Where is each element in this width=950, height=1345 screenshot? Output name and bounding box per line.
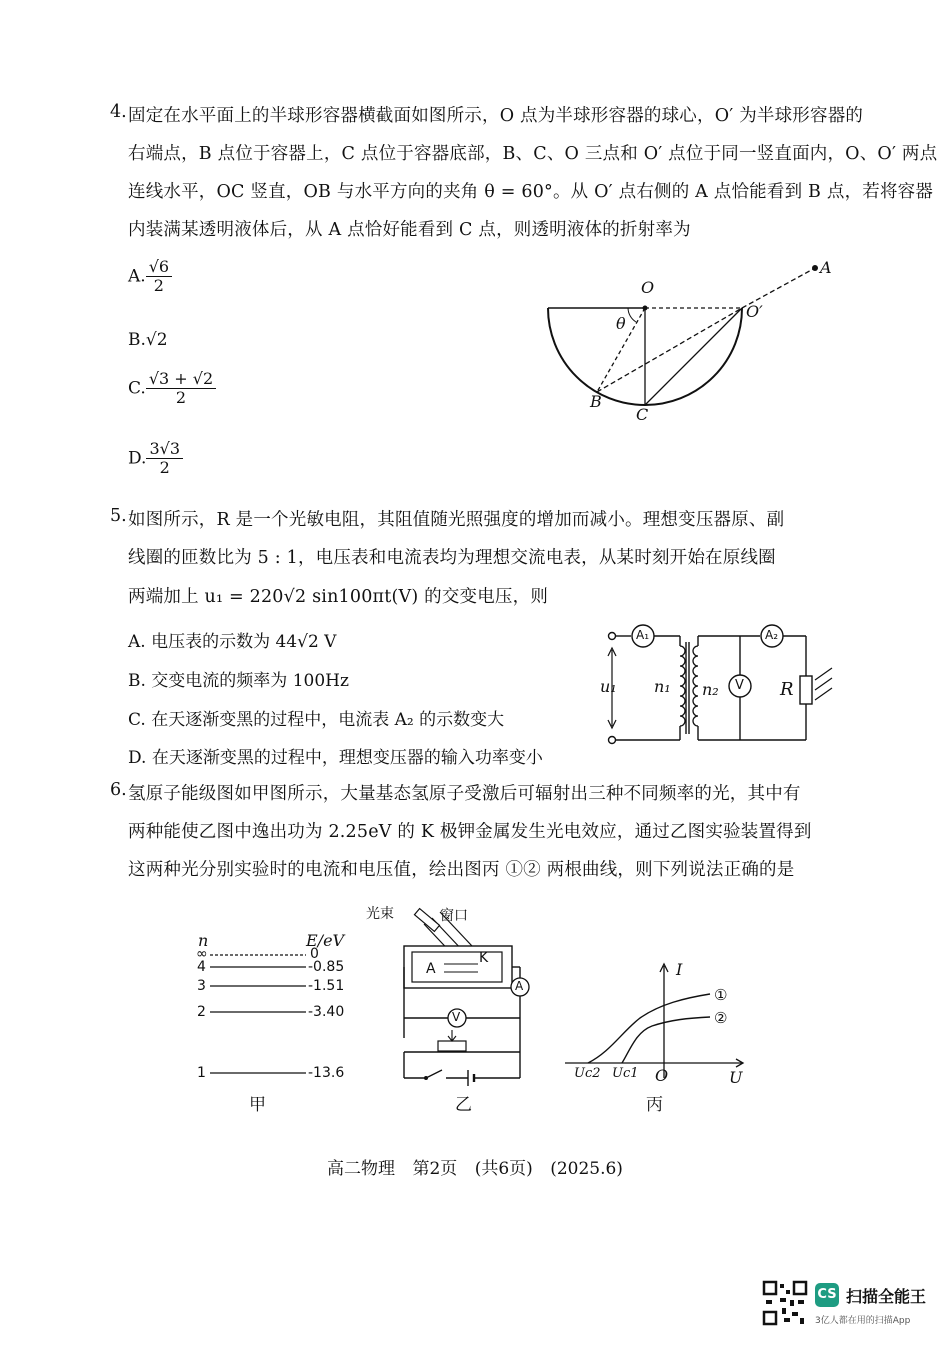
q5-line-1: 如图所示，R 是一个光敏电阻，其阻值随光照强度的增加而减小。理想变压器原、副 [128,510,785,530]
yi-anode-label: A [426,961,436,977]
bing-curve1-label: ① [714,986,728,1004]
jia-e-label: E/eV [306,931,345,950]
bing-curve2-label: ② [714,1009,728,1027]
bing-origin-label: O [655,1066,669,1085]
footer-total: (共6页) [474,1159,533,1179]
q5-label-r: R [780,679,794,700]
q4-option-c: C. $\frac{√3 + √2}{2}$ [128,370,216,408]
curve-1 [588,994,710,1063]
jia-e-inf: 0 [310,946,319,962]
q6-line-3: 这两种光分别实验时的电流和电压值，绘出图丙 ①② 两根曲线，则下列说法正确的是 [128,860,795,880]
q5-option-d: D. 在天逐渐变黑的过程中，理想变压器的输入功率变小 [128,748,543,768]
camscanner-name: 扫描全能王 [846,1287,927,1306]
page-footer [0,1154,950,1179]
jia-n-2: 2 [197,1004,206,1020]
q4-line-2: 右端点，B 点位于容器上，C 点位于容器底部，B、C、O 三点和 O′ 点位于同一竖直面内，O、O′ 两点 [128,144,938,164]
footer-subject: 高二物理 [327,1159,396,1179]
q4-option-d: D. $\frac{3√3}{2}$ [128,440,183,478]
footer-page: 第2页 [412,1159,458,1179]
q4-line-4: 内装满某透明液体后，从 A 点恰好能看到 C 点，则透明液体的折射率为 [128,220,691,240]
q5-label-n2: n₂ [702,680,719,699]
q5-option-a: A. 电压表的示数为 44√2 V [128,632,337,652]
q4-hemisphere-figure [540,255,840,435]
q4-label-o: O [641,278,655,297]
q6-number: 6. [110,780,127,800]
bing-i-label: I [676,960,683,979]
yi-beam-label: 光束 [366,906,394,922]
q5-ammeter-a2: A₂ [765,628,779,642]
q4-number: 4. [110,102,127,122]
q5-voltmeter: V [735,678,744,693]
yi-cathode-label: K [479,950,489,966]
jia-e-2: -3.40 [308,1004,345,1020]
q5-label-n1: n₁ [654,677,671,696]
yi-caption: 乙 [455,1095,472,1115]
jia-e-4: -0.85 [308,959,345,975]
camscanner-tagline: 3亿人都在用的扫描App [815,1316,911,1326]
q5-option-b: B. 交变电流的频率为 100Hz [128,671,349,691]
q5-line-2: 线圈的匝数比为 5 : 1，电压表和电流表均为理想交流电表，从某时刻开始在原线圈 [128,548,776,568]
yi-ammeter: A [515,979,524,993]
bing-uc1-label: Uc1 [612,1066,639,1081]
jia-level-lines [208,945,308,1085]
yi-window-label: 窗口 [440,908,468,924]
jia-n-3: 3 [197,978,206,994]
curve-2 [622,1017,710,1063]
jia-caption: 甲 [249,1095,266,1115]
yi-apparatus [396,900,536,1090]
qr-code-icon [762,1280,808,1326]
q5-label-u1: u₁ [600,677,617,696]
q4-option-a: A. $\frac{√6}{2}$ [128,258,172,296]
q4-option-b: B.√2 [128,330,168,350]
bing-caption: 丙 [646,1095,663,1115]
q6-line-1: 氢原子能级图如甲图所示，大量基态氢原子受激后可辐射出三种不同频率的光，其中有 [128,784,801,804]
bing-uc2-label: Uc2 [574,1066,601,1081]
jia-e-3: -1.51 [308,978,345,994]
q5-number: 5. [110,506,127,526]
q4-line-1: 固定在水平面上的半球形容器横截面如图所示，O 点为半球形容器的球心，O′ 为半球形容器的 [128,106,864,126]
jia-n-inf: ∞ [196,946,208,962]
q5-option-c: C. 在天逐渐变黑的过程中，电流表 A₂ 的示数变大 [128,710,505,730]
q6-line-2: 两种能使乙图中逸出功为 2.25eV 的 K 极钾金属发生光电效应，通过乙图实验装置得到 [128,822,812,842]
jia-e-1: -13.6 [308,1065,345,1081]
bing-u-label: U [729,1068,743,1087]
jia-n-4: 4 [197,959,206,975]
footer-date: (2025.6) [550,1159,623,1179]
jia-n-label: n [198,931,209,950]
q4-label-a: A [820,258,832,277]
q4-line-3: 连线水平，OC 竖直，OB 与水平方向的夹角 θ = 60°。从 O′ 点右侧的 A 点恰能看到 B 点，若将容器 [128,182,934,202]
camscanner-logo: CS [815,1283,839,1307]
q4-label-o-prime: O′ [746,302,763,321]
q4-label-b: B [590,392,602,411]
q4-label-theta: θ [616,314,626,333]
q5-line-3: 两端加上 u₁ = 220√2 sin100πt(V) 的交变电压，则 [128,587,549,607]
q5-ammeter-a1: A₁ [636,628,650,642]
q4-label-c: C [636,405,649,424]
yi-voltmeter: V [452,1010,461,1024]
jia-n-1: 1 [197,1065,206,1081]
